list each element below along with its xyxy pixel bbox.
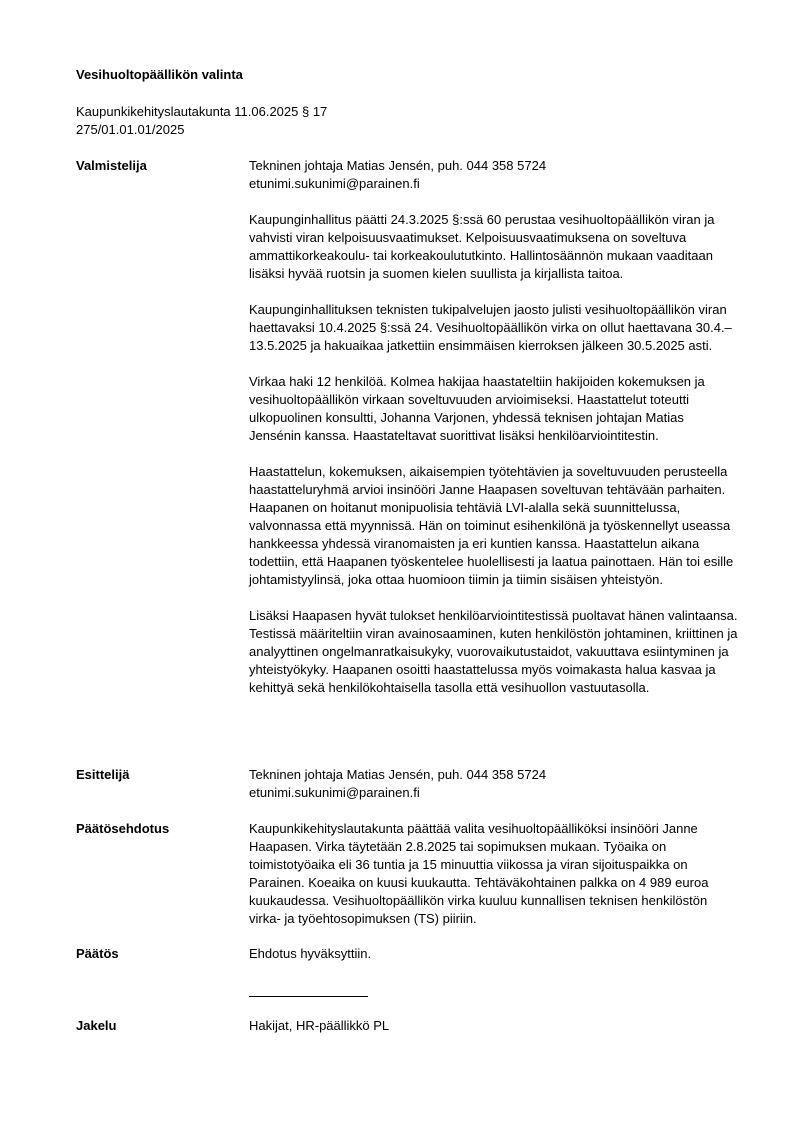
meeting-line: Kaupunkikehityslautakunta 11.06.2025 § 17 (76, 104, 328, 119)
valmistelija-content (249, 157, 739, 715)
paatos-text: Ehdotus hyväksyttiin. (249, 946, 372, 961)
meeting-meta (76, 103, 327, 139)
document-title: Vesihuoltopäällikön valinta (76, 67, 243, 82)
valmistelija-paragraph-4: Haastattelun, kokemuksen, aikaisempien työtehtävien ja soveltuvuuden perusteella haastatteluryhmä arvioi insinööri Janne Haapasen soveltuvan tehtävään parhaiten. Haapanen on hoitanut monipuolisia tehtäviä LVI-alalla sekä suunnittelussa, valvonnassa että myynnissä. Hän on toiminut esihenkilönä ja työskennellyt useassa hankkeessa yhdessä viranomaisten ja eri kuntien kanssa. Haastattelun aikana todettiin, että Haapanen työskentelee huolellisesti ja laatua painottaen. Hän toi esille johtamistyylinsä, joka ottaa huomioon tiimin ja tiimin sisäisen yhteistyön. (249, 464, 734, 587)
paatos-content (249, 945, 739, 963)
jakelu-label: Jakelu (76, 1018, 117, 1033)
valmistelija-paragraph-2: Kaupunginhallituksen teknisten tukipalvelujen jaosto julisti vesihuoltopäällikön viran haettavaksi 10.4.2025 §:ssä 24. Vesihuoltopäällikön virka on ollut haettavana 30.4.–13.5.2025 ja hakuaikaa jatkettiin ensimmäisen kierroksen jälkeen 30.5.2025 asti. (249, 302, 732, 353)
valmistelija-contact-email: etunimi.sukunimi@parainen.fi (249, 176, 420, 191)
esittelija-contact-email: etunimi.sukunimi@parainen.fi (249, 785, 420, 800)
jakelu-content (249, 1017, 739, 1035)
paatosehdotus-content (249, 820, 739, 928)
paatosehdotus-label: Päätösehdotus (76, 821, 170, 836)
separator-line (249, 996, 368, 997)
valmistelija-paragraph-1: Kaupunginhallitus päätti 24.3.2025 §:ssä 60 perustaa vesihuoltopäällikön viran ja vahvisti viran kelpoisuusvaatimukset. Kelpoisuusvaatimuksena on soveltuva ammattikorkeakoulu- tai korkeakoulututkinto. Hallintosäännön mukaan vaaditaan lisäksi hyvää ruotsin ja suomen kielen suullista ja kirjallista taitoa. (249, 212, 715, 281)
valmistelija-paragraph-3: Virkaa haki 12 henkilöä. Kolmea hakijaa haastateltiin hakijoiden kokemuksen ja vesihuoltopäällikön virkaan soveltuvuuden arvioimiseksi. Haastattelut toteutti ulkopuolinen konsultti, Johanna Varjonen, yhdessä teknisen johtajan Matias Jensénin kanssa. Haastateltavat suorittivat lisäksi henkilöarviointitestin. (249, 374, 705, 443)
valmistelija-label: Valmistelija (76, 158, 147, 173)
diary-number: 275/01.01.01/2025 (76, 122, 185, 137)
esittelija-content (249, 766, 739, 802)
valmistelija-paragraph-5: Lisäksi Haapasen hyvät tulokset henkilöarviointitestissä puoltavat hänen valintaansa. Testissä määriteltiin viran avainosaaminen, kuten henkilöstön johtaminen, kriittinen ja analyyttinen ongelmanratkaisukyky, vuorovaikutustaidot, vakuuttava esiintyminen ja yhteistyökyky. Haapanen osoitti haastattelussa myös voimakasta halua kasvaa ja kehittyä sekä henkilökohtaisella tasolla että vesihuollon vastuutasolla. (249, 608, 738, 695)
esittelija-contact-name: Tekninen johtaja Matias Jensén, puh. 044 358 5724 (249, 767, 547, 782)
esittelija-label: Esittelijä (76, 767, 130, 782)
paatos-label: Päätös (76, 946, 119, 961)
valmistelija-contact-name: Tekninen johtaja Matias Jensén, puh. 044 358 5724 (249, 158, 547, 173)
paatosehdotus-text: Kaupunkikehityslautakunta päättää valita vesihuoltopäälliköksi insinööri Janne Haapasen. Virka täytetään 2.8.2025 tai sopimuksen mukaan. Työaika on toimistotyöaika eli 36 tuntia ja 15 minuuttia viikossa ja viran sijoituspaikka on Parainen. Koeaika on kuusi kuukautta. Tehtäväkohtainen palkka on 4 989 euroa kuukaudessa. Vesihuoltopäällikön virka kuuluu kunnallisen teknisen henkilöstön virka- ja työehtosopimuksen (TS) piiriin. (249, 821, 709, 926)
jakelu-text: Hakijat, HR-päällikkö PL (249, 1018, 390, 1033)
